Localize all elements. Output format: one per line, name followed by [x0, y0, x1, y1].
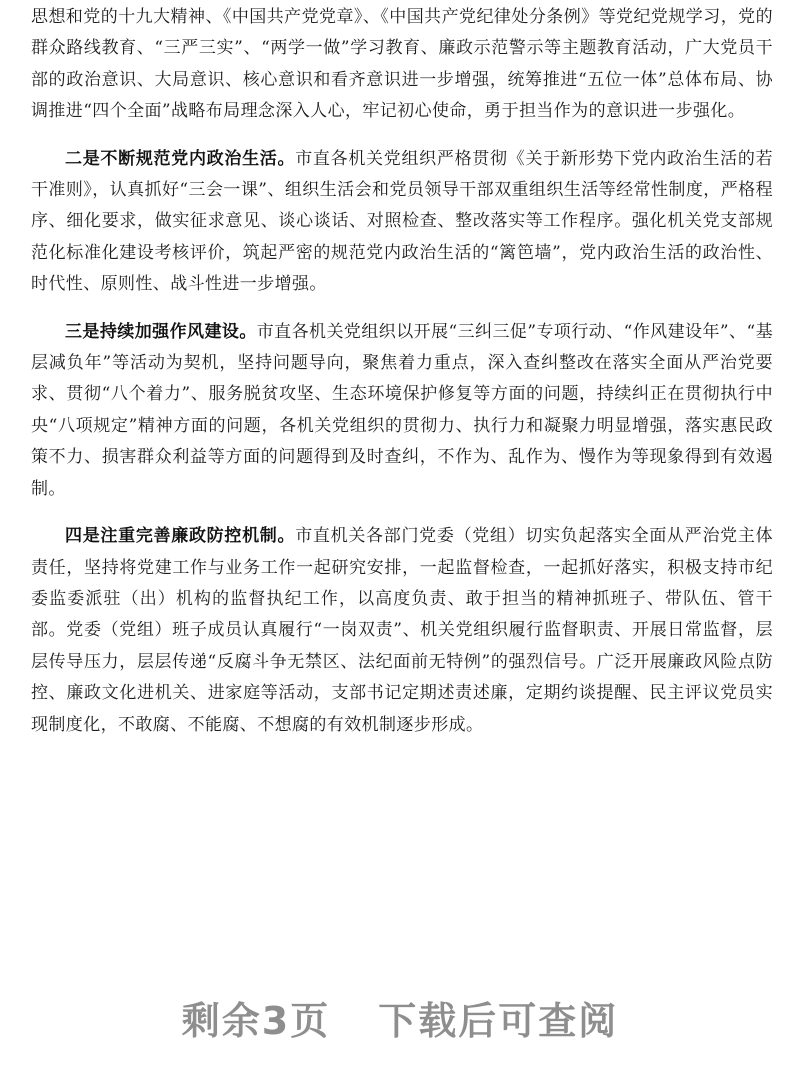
remaining-pages-text[interactable]: 剩余3页: [181, 999, 331, 1043]
paragraph-2-text: 市直各机关党组织严格贯彻《关于新形势下党内政治生活的若干准则》，认真抓好“三会一课”、组织生活会和党员领导干部双重组织生活等经常性制度，严格程序、细化要求，做实征求意见、谈心谈话、对照检查、整改落实等工作程序。强化机关党支部规范化标准化建设考核评价，筑起严密的规范党内政治生活的“篱笆墙”，党内政治生活的政治性、时代性、原则性、战斗性进一步增强。: [31, 148, 773, 295]
paragraph-1-text: 思想和党的十九大精神、《中国共产党党章》、《中国共产党纪律处分条例》等党纪党规学习，党的群众路线教育、“三严三实”、“两学一做”学习教育、廉政示范警示等主题教育活动，广大党员干部的政治意识、大局意识、核心意识和看齐意识进一步增强，统筹推进“五位一体”总体布局、协调推进“四个全面”战略布局理念深入人心，牢记初心使命，勇于担当作为的意识进一步强化。: [31, 7, 773, 122]
download-banner[interactable]: [0, 990, 800, 1045]
paragraph-3: [31, 317, 773, 505]
paragraph-2: [31, 144, 773, 301]
paragraph-3-text: 市直各机关党组织以开展“三纠三促”专项行动、“作风建设年”、“基层减负年”等活动为契机，坚持问题导向，聚焦着力重点，深入查纠整改在落实全面从严治党要求、贯彻“八个着力”、服务脱贫攻坚、生态环境保护修复等方面的问题，持续纠正在贯彻执行中央“八项规定”精神方面的问题，各机关党组织的贯彻力、执行力和凝聚力明显增强，落实惠民政策不力、损害群众利益等方面的问题得到及时查纠，不作为、乱作为、慢作为等现象得到有效遏制。: [31, 321, 773, 499]
paragraph-1: [31, 2, 773, 128]
paragraph-4: [31, 521, 773, 741]
document-body: [31, 2, 773, 741]
download-hint-text[interactable]: 下载后可查阅: [378, 999, 619, 1043]
paragraph-4-text: 市直机关各部门党委（党组）切实负起落实全面从严治党主体责任，坚持将党建工作与业务工作一起研究安排，一起监督检查，一起抓好落实，积极支持市纪委监委派驻（出）机构的监督执纪工作，以高度负责、敢于担当的精神抓班子、带队伍、管干部。党委（党组）班子成员认真履行“一岗双责”、机关党组织履行监督职责、开展日常监督，层层传导压力，层层传递“反腐斗争无禁区、法纪面前无特例”的强烈信号。广泛开展廉政风险点防控、廉政文化进机关、进家庭等活动，支部书记定期述责述廉，定期约谈提醒、民主评议党员实现制度化，不敢腐、不能腐、不想腐的有效机制逐步形成。: [31, 526, 773, 735]
paragraph-gap: [31, 301, 773, 317]
paragraph-gap: [31, 505, 773, 521]
paragraph-4-lead: 四是注重完善廉政防控机制。: [65, 526, 296, 547]
paragraph-gap: [31, 128, 773, 144]
paragraph-2-lead: 二是不断规范党内政治生活。: [65, 148, 296, 169]
paragraph-3-lead: 三是持续加强作风建设。: [65, 321, 257, 342]
